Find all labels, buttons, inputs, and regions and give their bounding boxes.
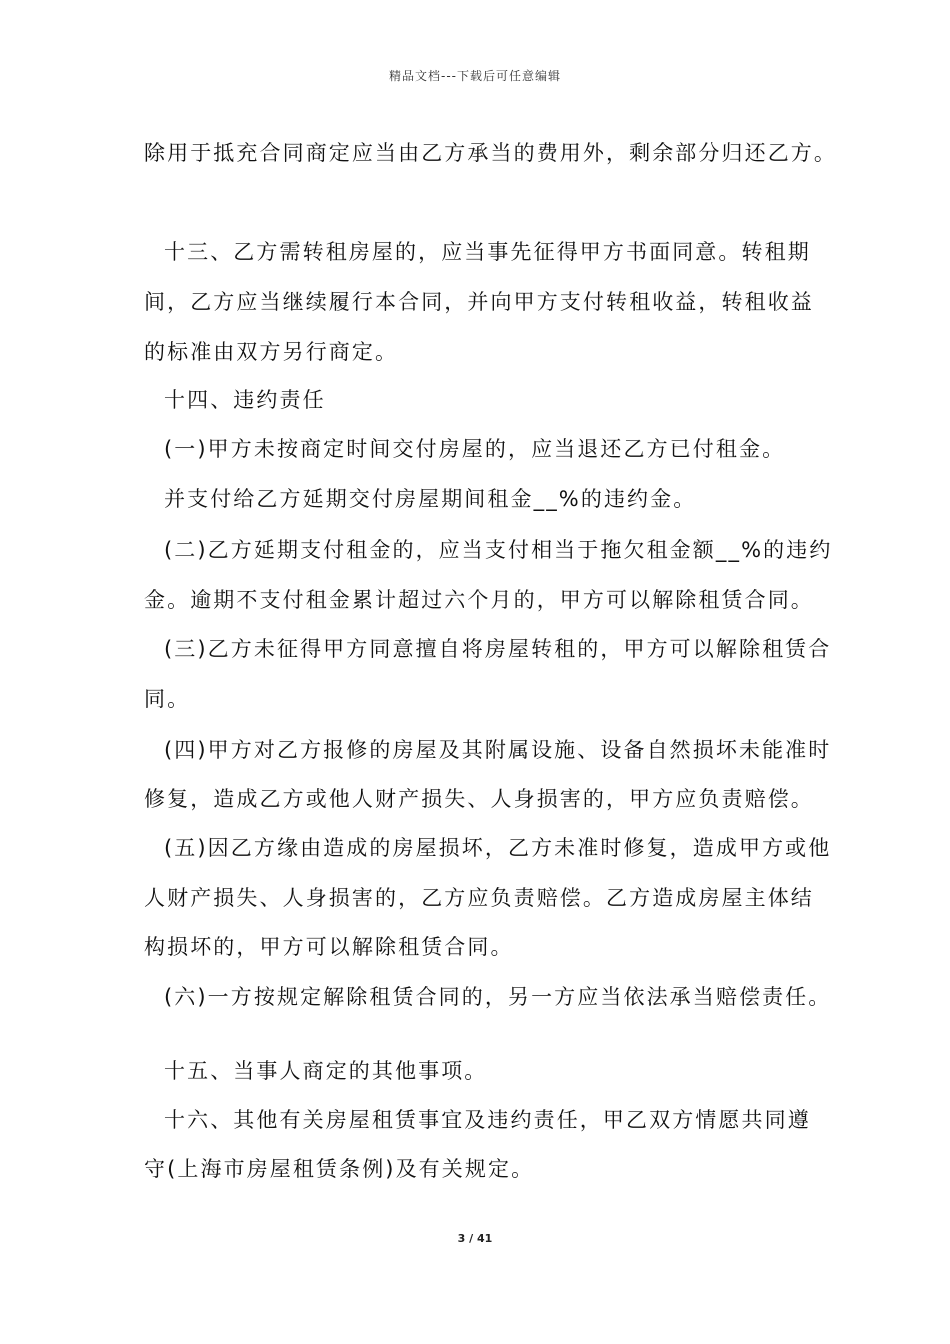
clause-14-6-line-1: (六)一方按规定解除租赁合同的，另一方应当依法承当赔偿责任。: [164, 985, 832, 1009]
clause-14-4-line-1: (四)甲方对乙方报修的房屋及其附属设施、设备自然损坏未能准时: [164, 738, 832, 762]
clause-14-3-line-1: (三)乙方未征得甲方同意擅自将房屋转租的，甲方可以解除租赁合: [164, 637, 832, 661]
clause-15-line-1: 十五、当事人商定的其他事项。: [164, 1059, 488, 1083]
clause-16-line-1: 十六、其他有关房屋租赁事宜及违约责任，甲乙双方情愿共同遵: [164, 1108, 811, 1132]
clause-14-5-line-3: 构损坏的，甲方可以解除租赁合同。: [144, 935, 514, 959]
clause-13-line-1: 十三、乙方需转租房屋的，应当事先征得甲方书面同意。转租期: [164, 240, 811, 264]
clause-14-2-line-1: (二)乙方延期支付租金的，应当支付相当于拖欠租金额__%的违约: [164, 538, 833, 562]
clause-14-1-line-1: (一)甲方未按商定时间交付房屋的，应当退还乙方已付租金。: [164, 437, 786, 461]
clause-14-5-line-1: (五)因乙方缘由造成的房屋损坏，乙方未准时修复，造成甲方或他: [164, 836, 832, 860]
clause-13-line-3: 的标准由双方另行商定。: [144, 340, 399, 364]
page-header: 精品文档---下载后可任意编辑: [389, 69, 561, 83]
clause-13-line-2: 间，乙方应当继续履行本合同，并向甲方支付转租收益，转租收益: [144, 290, 814, 314]
clause-14-5-line-2: 人财产损失、人身损害的，乙方应负责赔偿。乙方造成房屋主体结: [144, 886, 814, 910]
clause-16-line-2: 守(上海市房屋租赁条例)及有关规定。: [144, 1157, 535, 1181]
clause-14-heading: 十四、违约责任: [164, 388, 326, 412]
clause-14-3-line-2: 同。: [144, 687, 191, 711]
page-number: 3 / 41: [457, 1232, 493, 1245]
paragraph-line: 除用于抵充合同商定应当由乙方承当的费用外，剩余部分归还乙方。: [144, 141, 837, 165]
clause-14-2-line-2: 金。逾期不支付租金累计超过六个月的，甲方可以解除租赁合同。: [144, 588, 814, 612]
clause-14-4-line-2: 修复，造成乙方或他人财产损失、人身损害的，甲方应负责赔偿。: [144, 787, 814, 811]
clause-14-1-line-2: 并支付给乙方延期交付房屋期间租金__%的违约金。: [164, 487, 697, 511]
